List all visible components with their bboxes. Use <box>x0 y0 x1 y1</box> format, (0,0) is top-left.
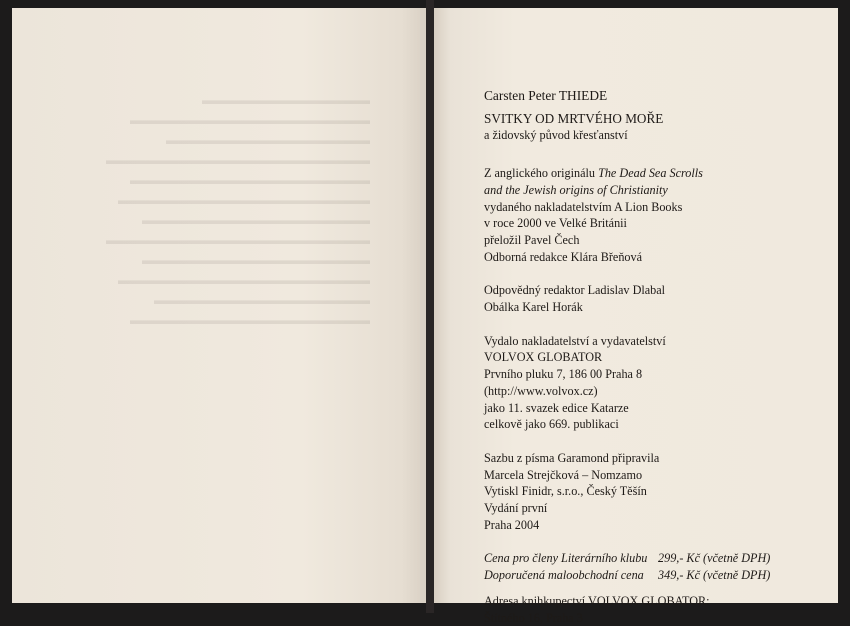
left-page <box>12 8 426 603</box>
book-subtitle: a židovský původ křesťanství <box>484 128 628 143</box>
edition: Vydání první <box>484 501 548 516</box>
bleed-through-shadow: ▬▬▬▬▬▬▬▬▬▬▬▬▬▬ ▬▬▬▬▬▬▬▬▬▬▬▬▬▬▬▬▬▬▬▬ ▬▬▬▬▬▬▬▬▬▬▬▬▬▬▬▬▬ ▬▬▬▬▬▬▬▬▬▬▬▬▬▬▬▬▬▬▬▬▬▬ ▬▬▬▬▬▬▬▬▬▬▬▬▬▬▬▬▬▬▬▬ ▬▬▬▬▬▬▬▬▬▬▬▬▬▬▬▬▬▬▬▬▬ ▬▬▬▬▬▬▬▬▬▬▬▬▬▬▬▬▬▬▬ ▬▬▬▬▬▬▬▬▬▬▬▬▬▬▬▬▬▬▬▬▬▬ ▬▬▬▬▬▬▬▬▬▬▬▬▬▬▬▬▬▬▬ ▬▬▬▬▬▬▬▬▬▬▬▬▬▬▬▬▬▬▬▬▬ ▬▬▬▬▬▬▬▬▬▬▬▬▬▬▬▬▬▬ ▬▬▬▬▬▬▬▬▬▬▬▬▬▬▬▬▬▬▬▬ <box>106 93 370 327</box>
technical-editor: Odborná redakce Klára Břeňová <box>484 249 643 264</box>
original-title-part1: The Dead Sea Scrolls <box>598 166 703 181</box>
responsible-editor: Odpovědný redaktor Ladislav Dlabal <box>484 283 666 298</box>
typesetting: Sazbu z písma Garamond připravila <box>484 450 660 465</box>
original-title-part2: and the Jewish origins of Christianity <box>484 182 668 197</box>
imprint-block <box>484 88 814 626</box>
typesetter: Marcela Strejčková – Nomzamo <box>484 467 643 482</box>
production-info <box>484 450 814 534</box>
bookshop-label: Adresa knihkupectví VOLVOX GLOBATOR: <box>484 593 710 608</box>
place-year: Praha 2004 <box>484 517 540 532</box>
translator: přeložil Pavel Čech <box>484 232 580 247</box>
book-title: SVITKY OD MRTVÉHO MOŘE <box>484 110 664 126</box>
author-name: Carsten Peter THIEDE <box>484 88 608 103</box>
price-value: 299,- Kč (včetně DPH) <box>658 551 771 566</box>
edition-series: jako 11. svazek edice Katarze <box>484 400 629 415</box>
price-label: Cena pro členy Literárního klubu <box>484 551 648 566</box>
publisher-info <box>484 333 814 433</box>
original-title-line: Z anglického originálu The Dead Sea Scrolls <box>484 166 703 181</box>
publication-number: celkově jako 669. publikaci <box>484 417 619 432</box>
book-gutter <box>426 0 434 613</box>
publisher-url: (http://www.volvox.cz) <box>484 383 598 398</box>
printer: Vytiskl Finidr, s.r.o., Český Těšín <box>484 484 647 499</box>
original-year: v roce 2000 ve Velké Británii <box>484 216 627 231</box>
publisher-name: VOLVOX GLOBATOR <box>484 350 603 365</box>
original-publisher: vydaného nakladatelstvím A Lion Books <box>484 199 683 214</box>
price-row <box>484 550 814 567</box>
price-row <box>484 567 814 584</box>
translation-credits <box>484 165 814 265</box>
editor-credits <box>484 282 814 315</box>
price-list <box>484 550 814 583</box>
price-value: 349,- Kč (včetně DPH) <box>658 568 771 583</box>
price-label: Doporučená maloobchodní cena <box>484 568 644 583</box>
bookshop-info <box>484 593 814 626</box>
publisher-intro: Vydalo nakladatelství a vydavatelství <box>484 333 666 348</box>
publisher-address: Prvního pluku 7, 186 00 Praha 8 <box>484 367 643 382</box>
cover-designer: Obálka Karel Horák <box>484 300 583 315</box>
bookshop-address: Štítného 16, Praha 3 <box>484 610 583 625</box>
